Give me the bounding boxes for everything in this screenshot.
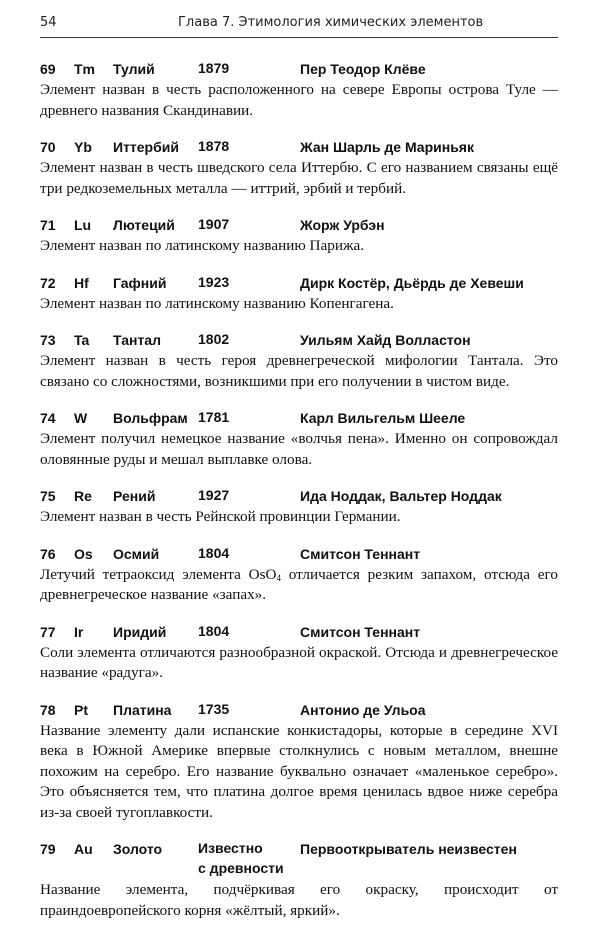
element-name: Золото — [113, 841, 163, 857]
entry-text: Элемент назван в честь героя древнегреческой мифологии Тантала. Это связано со сложностями, возникшими при его получении в чистом виде. — [40, 352, 558, 390]
entry-heading — [40, 838, 558, 880]
element-name: Осмий — [113, 545, 160, 562]
discovery-year: 1927 — [198, 487, 230, 503]
entry-heading — [40, 699, 558, 721]
element-name: Тантал — [113, 332, 161, 348]
element-symbol: Tm — [74, 61, 95, 77]
entry-text: Элемент назван в честь Рейнской провинции Германии. — [40, 508, 401, 525]
discovery-year: 1804 — [198, 544, 230, 561]
element-symbol: Lu — [74, 217, 92, 233]
discoverer: Первооткрыватель неизвестен — [300, 841, 517, 857]
element-list — [40, 58, 558, 936]
entry-heading — [40, 214, 558, 236]
element-entry-tm — [40, 58, 558, 121]
entry-text-part: отличается резким запахом, отсюда его древнегреческое название «запах». — [40, 565, 558, 603]
entry-text — [40, 565, 558, 606]
discoverer: Уильям Хайд Волластон — [300, 332, 471, 348]
discovery-year: 1802 — [198, 331, 230, 347]
year-line: с древности — [198, 860, 284, 876]
entry-text: Название элементу дали испанские конкистадоры, которые в середине XVI века в Южной Америке впервые столкнулись с новым металлом, внешне похожим на серебро. Его название буквально означает «маленькое серебро». Это объясняется тем, что платина долгое время ценилась вдвое ниже серебра из-за своей тугоплавкости. — [40, 721, 558, 821]
element-symbol: Ir — [74, 623, 84, 640]
atomic-number: 77 — [40, 623, 56, 640]
entry-text: Элемент назван по латинскому названию Парижа. — [40, 237, 364, 254]
entry-text: Название элемента, подчёркивая его окраску, происходит от праиндоевропейского корня «жёлтый, яркий». — [40, 881, 558, 919]
element-entry-ir — [40, 621, 558, 684]
element-entry-ta — [40, 329, 558, 392]
entry-text: Элемент назван по латинскому названию Копенгагена. — [40, 294, 394, 312]
discovery-year — [198, 838, 284, 878]
discoverer: Ида Ноддак, Вальтер Ноддак — [300, 488, 502, 504]
element-entry-os — [40, 543, 558, 606]
atomic-number: 72 — [40, 274, 56, 291]
discovery-year: 1907 — [198, 216, 230, 232]
element-name: Вольфрам — [113, 410, 188, 426]
element-symbol: W — [74, 410, 88, 426]
element-name: Гафний — [113, 274, 167, 291]
element-symbol: Pt — [74, 701, 88, 718]
entry-text: Элемент назван в честь расположенного на севере Европы острова Туле — древнего названия Скандинавии. — [40, 81, 558, 119]
atomic-number: 76 — [40, 545, 56, 562]
year-line: Известно — [198, 840, 263, 856]
atomic-number: 71 — [40, 217, 56, 233]
discovery-year: 1735 — [198, 700, 230, 717]
entry-heading — [40, 621, 558, 643]
atomic-number: 70 — [40, 139, 56, 155]
entry-heading — [40, 272, 558, 294]
discoverer: Антонио де Ульоа — [300, 701, 426, 718]
atomic-number: 75 — [40, 488, 56, 504]
element-symbol: Os — [74, 545, 93, 562]
element-symbol: Hf — [74, 274, 89, 291]
element-name: Иттербий — [113, 139, 179, 155]
entry-heading — [40, 407, 558, 429]
page-header — [40, 13, 558, 38]
element-entry-pt — [40, 699, 558, 824]
entry-text: Элемент назван в честь шведского села Иттербю. С его названием связаны ещё три редкоземельных металла — иттрий, эрбий и тербий. — [40, 159, 558, 197]
atomic-number: 74 — [40, 410, 56, 426]
entry-text: Соли элемента отличаются разнообразной окраской. Отсюда и древнегреческое название «радуга». — [40, 643, 558, 681]
entry-heading — [40, 485, 558, 507]
discoverer: Жорж Урбэн — [300, 217, 385, 233]
element-symbol: Yb — [74, 139, 92, 155]
element-symbol: Au — [74, 841, 93, 857]
atomic-number: 73 — [40, 332, 56, 348]
element-name: Тулий — [113, 61, 155, 77]
atomic-number: 69 — [40, 61, 56, 77]
discovery-year: 1923 — [198, 273, 230, 290]
discovery-year: 1804 — [198, 622, 230, 639]
entry-text: Элемент получил немецкое название «волчья пена». Именно он сопровождал оловянные руды и мешал выплавке олова. — [40, 430, 558, 468]
element-name: Лютеций — [113, 217, 175, 233]
entry-heading — [40, 58, 558, 80]
discoverer: Смитсон Теннант — [300, 545, 421, 562]
discovery-year: 1879 — [198, 60, 230, 76]
element-entry-au — [40, 838, 558, 921]
element-entry-hf — [40, 272, 558, 315]
discoverer: Карл Вильгельм Шееле — [300, 410, 466, 426]
discoverer: Дирк Костёр, Дьёрдь де Хевеши — [300, 274, 524, 291]
entry-heading — [40, 329, 558, 351]
discovery-year: 1878 — [198, 138, 230, 154]
atomic-number: 79 — [40, 841, 56, 857]
element-entry-yb — [40, 136, 558, 199]
element-symbol: Re — [74, 488, 92, 504]
entry-heading — [40, 543, 558, 565]
element-name: Платина — [113, 701, 172, 718]
element-entry-lu — [40, 214, 558, 257]
element-name: Рений — [113, 488, 156, 504]
entry-heading — [40, 136, 558, 158]
element-entry-re — [40, 485, 558, 528]
element-name: Иридий — [113, 623, 167, 640]
element-symbol: Ta — [74, 332, 90, 348]
running-title: Глава 7. Этимология химических элементов — [178, 15, 484, 30]
discoverer: Жан Шарль де Мариньяк — [300, 139, 474, 155]
formula-subscript: 4 — [276, 572, 281, 583]
discovery-year: 1781 — [198, 409, 230, 425]
discoverer: Пер Теодор Клёве — [300, 61, 426, 77]
atomic-number: 78 — [40, 701, 56, 718]
element-entry-w — [40, 407, 558, 470]
discoverer: Смитсон Теннант — [300, 623, 421, 640]
page-number: 54 — [40, 15, 57, 30]
entry-text-part: Летучий тетраоксид элемента OsO — [40, 565, 277, 583]
